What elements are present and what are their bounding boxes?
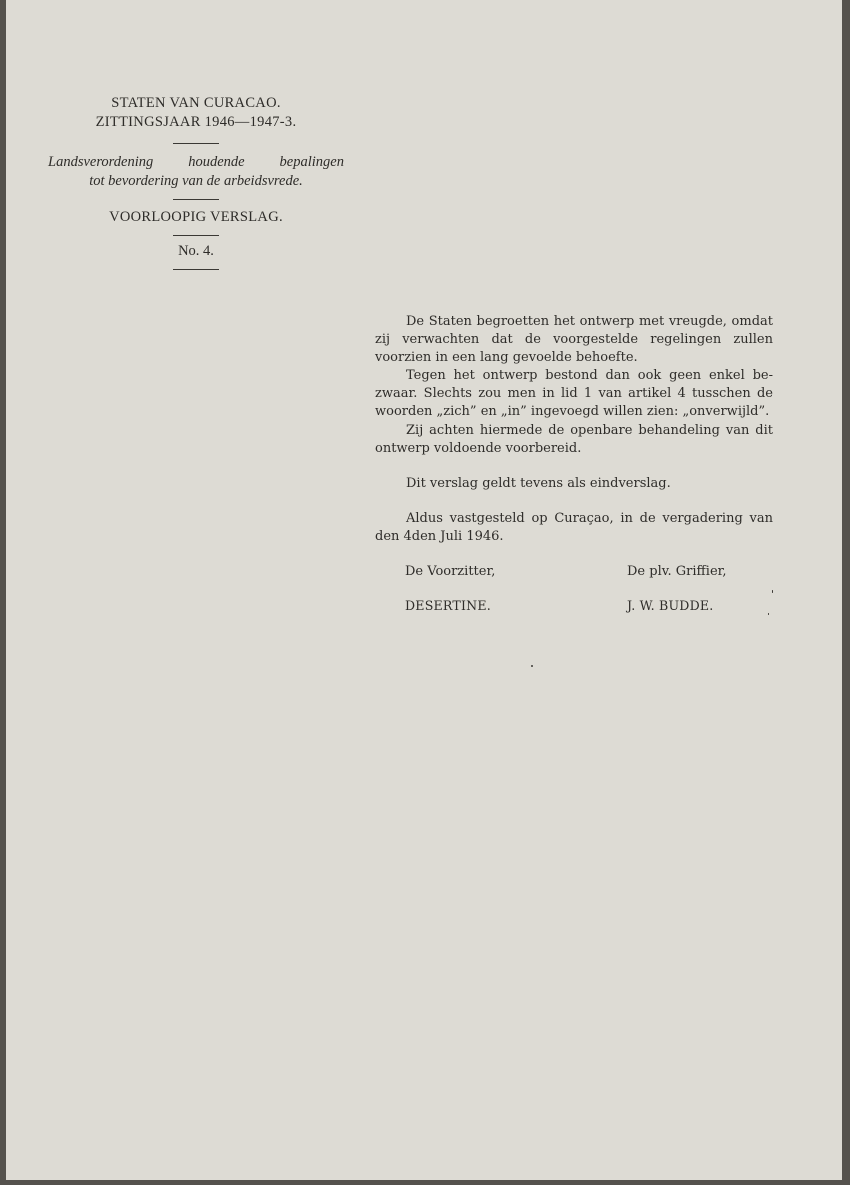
ordinance-subject <box>48 153 344 191</box>
subject-line-2: tot bevordering van de arbeidsvrede. <box>89 173 303 189</box>
clerk-name: J. W. BUDDE. <box>627 598 714 614</box>
paragraph: De Staten begroetten het ontwerp met vreugde, omdat zij verwachten dat de voorgestelde regelingen zullen voorzien in een lang gevoelde behoefte. <box>375 314 773 366</box>
paragraph: Dit verslag geldt tevens als eindverslag. <box>406 475 671 491</box>
header-divider <box>173 199 219 200</box>
report-title: VOORLOOPIG VERSLAG. <box>109 209 283 225</box>
paper-speck <box>772 590 773 593</box>
document-page <box>6 0 842 1180</box>
document-number: No. 4. <box>178 243 214 259</box>
header-divider <box>173 143 219 144</box>
paragraph: Zij achten hiermede de openbare behandeling van dit ontwerp voldoende voorbereid. <box>375 422 773 456</box>
document-header <box>48 94 344 270</box>
paragraph: Tegen het ontwerp bestond dan ook geen enkel bezwaar. Slechts zou men in lid 1 van artikel 4 tusschen de woorden „zich” en „in” ingevoegd willen zien: „onverwijld”. <box>375 368 773 420</box>
clerk-role: De plv. Griffier, <box>627 564 727 580</box>
chairman-role: De Voorzitter, <box>405 564 496 580</box>
header-divider <box>173 235 219 236</box>
paper-speck <box>531 665 533 667</box>
header-divider <box>173 269 219 270</box>
subject-line-1: Landsverordening houdende bepalingen <box>48 154 344 170</box>
paragraph: Aldus vastgesteld op Curaçao, in de vergadering van den 4den Juli 1946. <box>375 510 773 544</box>
chairman-name: DESERTINE. <box>405 598 491 614</box>
paper-speck <box>768 613 769 615</box>
signature-roles <box>375 563 773 581</box>
session-year: ZITTINGSJAAR 1946—1947-3. <box>95 114 297 130</box>
report-body <box>375 313 773 615</box>
assembly-title: STATEN VAN CURACAO. <box>111 95 281 111</box>
signature-names <box>375 597 773 615</box>
